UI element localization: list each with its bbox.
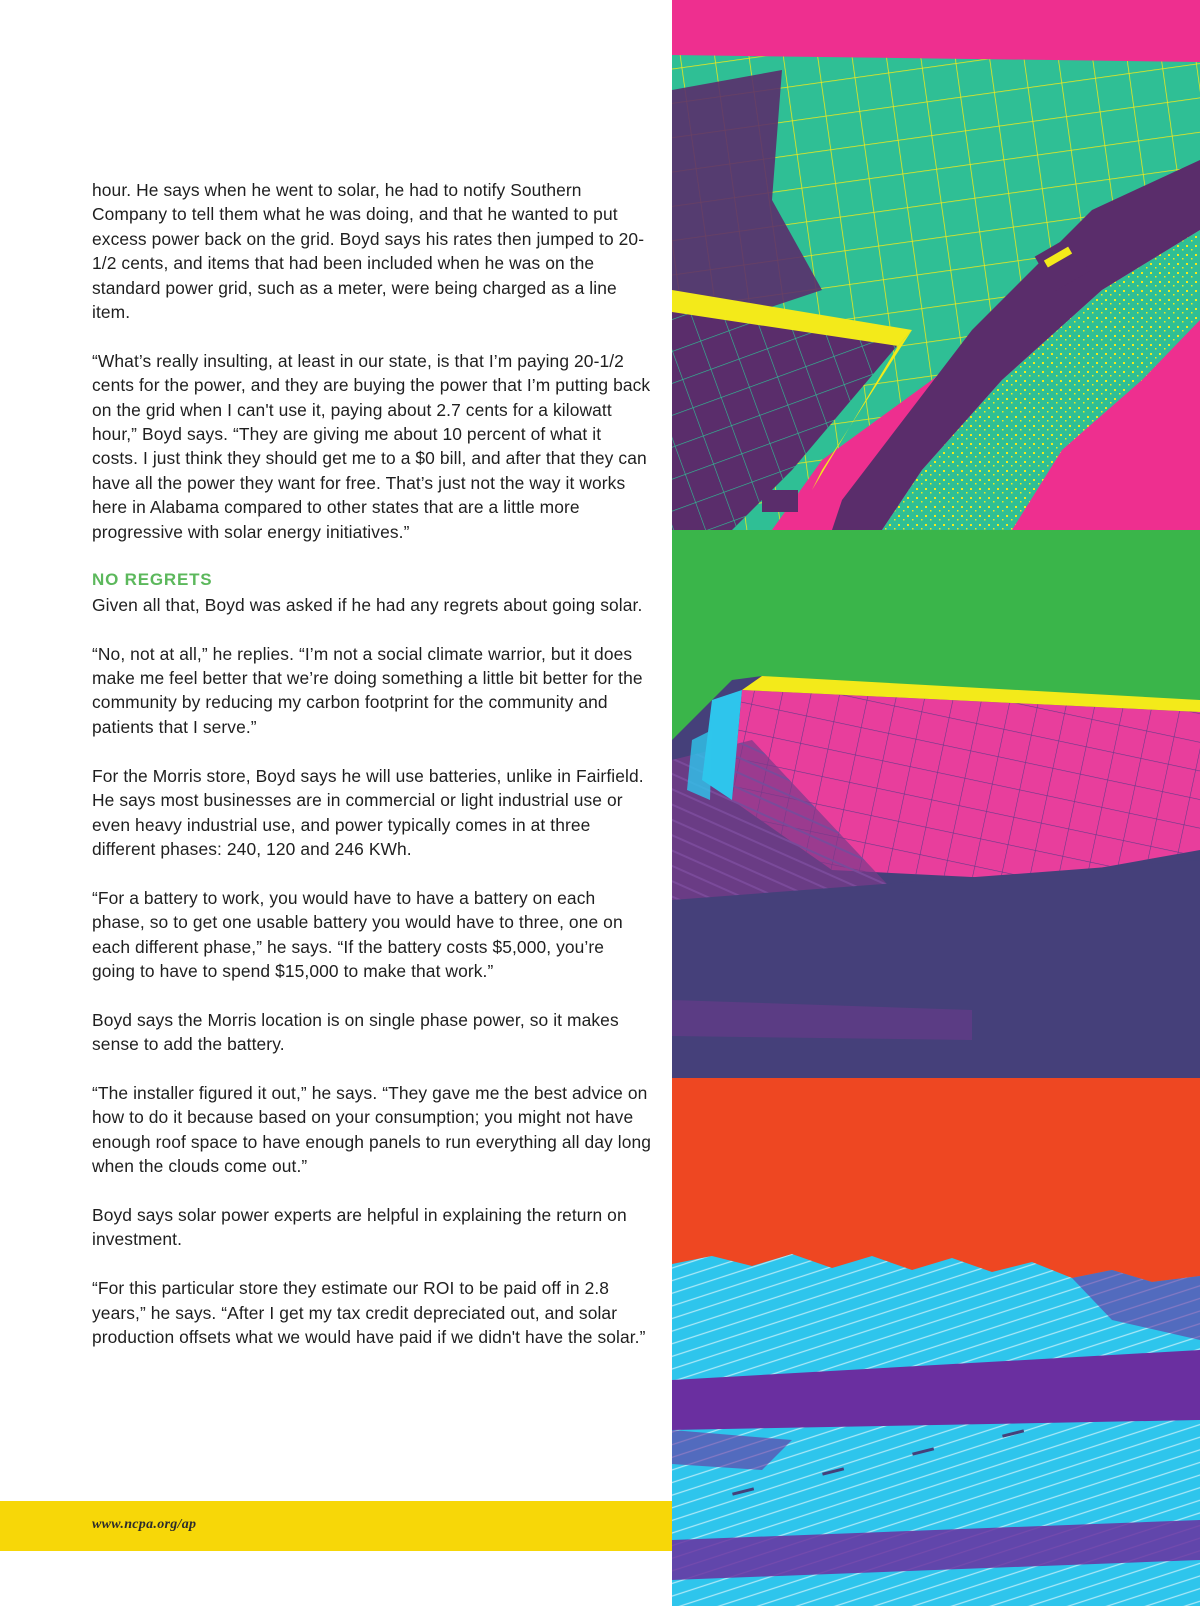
paragraph: Boyd says solar power experts are helpful in explaining the return on investment. [92, 1204, 627, 1250]
paragraph: Boyd says the Morris location is on single phase power, so it makes sense to add the battery. [92, 1009, 619, 1055]
solar-art-bottom-panel [672, 1078, 1200, 1606]
solar-art-middle-panel [672, 530, 1200, 1078]
paragraph: “The installer figured it out,” he says. “They gave me the best advice on how to do it because based on your consumption; you might not have enough roof space to have enough panels to run everything all day long when the clouds come out.” [92, 1082, 652, 1177]
solar-art-top-panel [672, 0, 1200, 530]
section-subhead: NO REGRETS [92, 570, 213, 590]
paragraph: “What’s really insulting, at least in our state, is that I’m paying 20-1/2 cents for the power, and they are buying the power that I’m putting back on the grid when I can't use it, paying about 2.7 cents for a kilowatt hour,” Boyd says. “They are giving me about 10 percent of what it costs. I just think they should get me to a $0 bill, and after that they can have all the power they want for free. That’s just not the way it works here in Alabama compared to other states that are a little more progressive with solar energy initiatives.” [92, 350, 651, 542]
solar-panel-artwork [672, 0, 1200, 1606]
paragraph: “No, not at all,” he replies. “I’m not a social climate warrior, but it does make me feel better that we’re doing something a little bit better for the community by reducing my carbon footprint for the community and patients that I serve.” [92, 643, 643, 737]
paragraph: Given all that, Boyd was asked if he had any regrets about going solar. [92, 594, 643, 615]
paragraph: For the Morris store, Boyd says he will use batteries, unlike in Fairfield. He says most businesses are in commercial or light industrial use or even heavy industrial use, and power typically comes in at three different phases: 240, 120 and 246 KWh. [92, 765, 644, 859]
paragraph: hour. He says when he went to solar, he had to notify Southern Company to tell them what he was doing, and that he wanted to put excess power back on the grid. Boyd says his rates then jumped to 20-1/2 cents, and items that had been included when he was on the standard power grid, such as a meter, were being charged as a line item. [92, 180, 645, 323]
paragraph: “For this particular store they estimate our ROI to be paid off in 2.8 years,” he says. “After I get my tax credit depreciated out, and solar production offsets what we would have paid if we didn't have the solar.” [92, 1278, 646, 1347]
article-body [92, 178, 652, 1374]
paragraph: “For a battery to work, you would have to have a battery on each phase, so to get one usable battery you would have to three, one on each different phase,” he says. “If the battery costs $5,000, you’re going to have to spend $15,000 to make that work.” [92, 887, 623, 981]
footer-url[interactable]: www.ncpa.org/ap [92, 1517, 197, 1532]
